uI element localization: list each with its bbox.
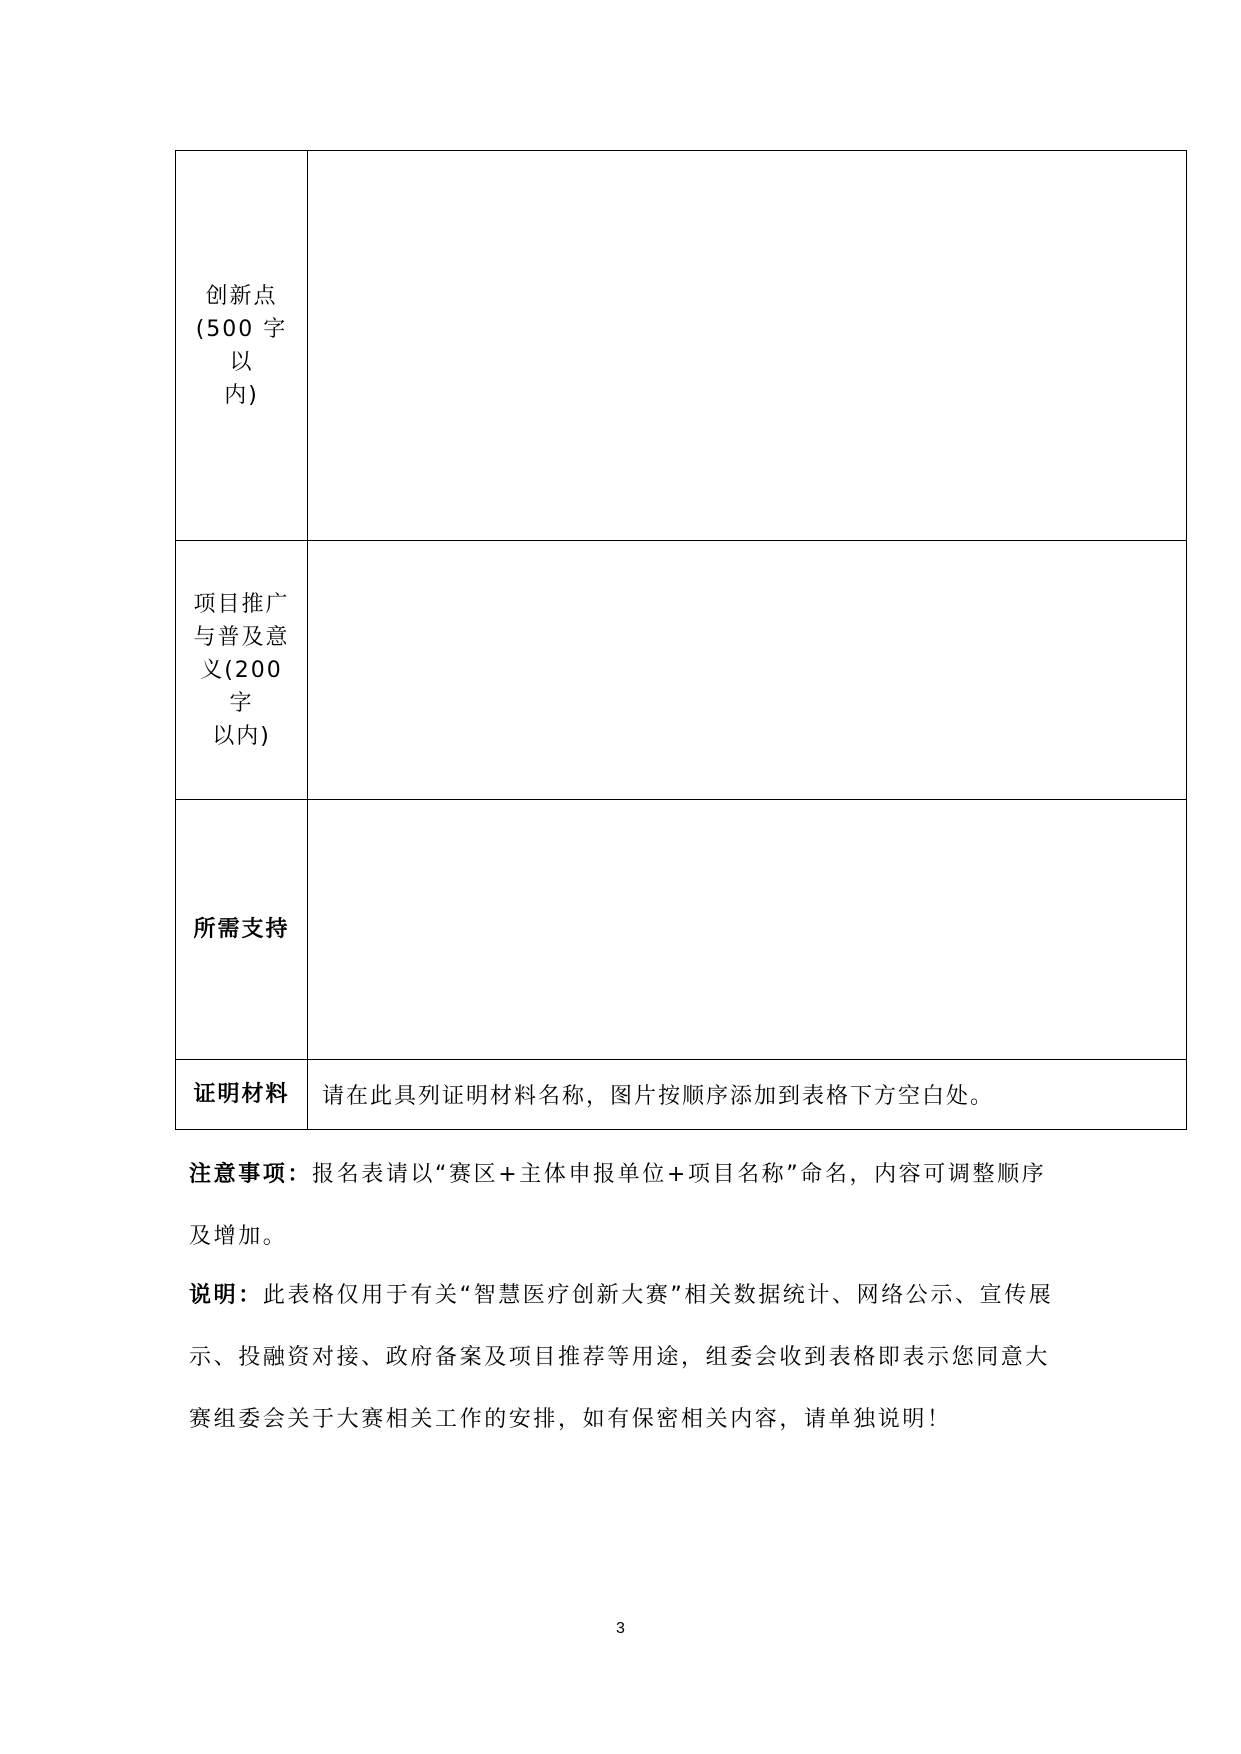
evidence-label-cell [176,1060,308,1130]
attention-text: 报名表请以“赛区+主体申报单位+项目名称”命名，内容可调整顺序及增加。 [189,1162,1047,1249]
explanation-label: 说明： [189,1283,263,1308]
table-row-support [176,800,1187,1060]
promotion-label-line-2: 与普及意 [193,624,290,650]
support-label: 所需支持 [193,917,290,942]
innovation-label-line-3: 内) [224,382,259,408]
promotion-label-cell [176,541,308,800]
explanation-text: 此表格仅用于有关“智慧医疗创新大赛”相关数据统计、网络公示、宣传展示、投融资对接、政府备案及项目推荐等用途，组委会收到表格即表示您同意大赛组委会关于大赛相关工作的安排，如有保密相关内容，请单独说明！ [189,1283,1054,1432]
evidence-content-cell[interactable]: 请在此具列证明材料名称，图片按顺序添加到表格下方空白处。 [308,1060,1187,1130]
table-row-promotion [176,541,1187,800]
support-label-cell [176,800,308,1060]
explanation-note [189,1265,1069,1451]
innovation-content-cell[interactable] [308,151,1187,541]
page-number: 3 [616,1620,625,1637]
promotion-label-line-4: 以内) [212,723,271,749]
table-row-innovation [176,151,1187,541]
attention-note [189,1144,1069,1268]
attention-label: 注意事项： [189,1162,313,1187]
application-form-table [175,150,1187,1130]
support-content-cell[interactable] [308,800,1187,1060]
promotion-label-line-3: 义(200 字 [200,657,283,716]
table-row-evidence [176,1060,1187,1130]
innovation-label-cell [176,151,308,541]
promotion-label-line-1: 项目推广 [193,591,290,617]
evidence-label: 证明材料 [193,1082,290,1107]
promotion-content-cell[interactable] [308,541,1187,800]
innovation-label-line-2: (500 字以 [195,316,288,375]
innovation-label-line-1: 创新点 [205,283,278,309]
